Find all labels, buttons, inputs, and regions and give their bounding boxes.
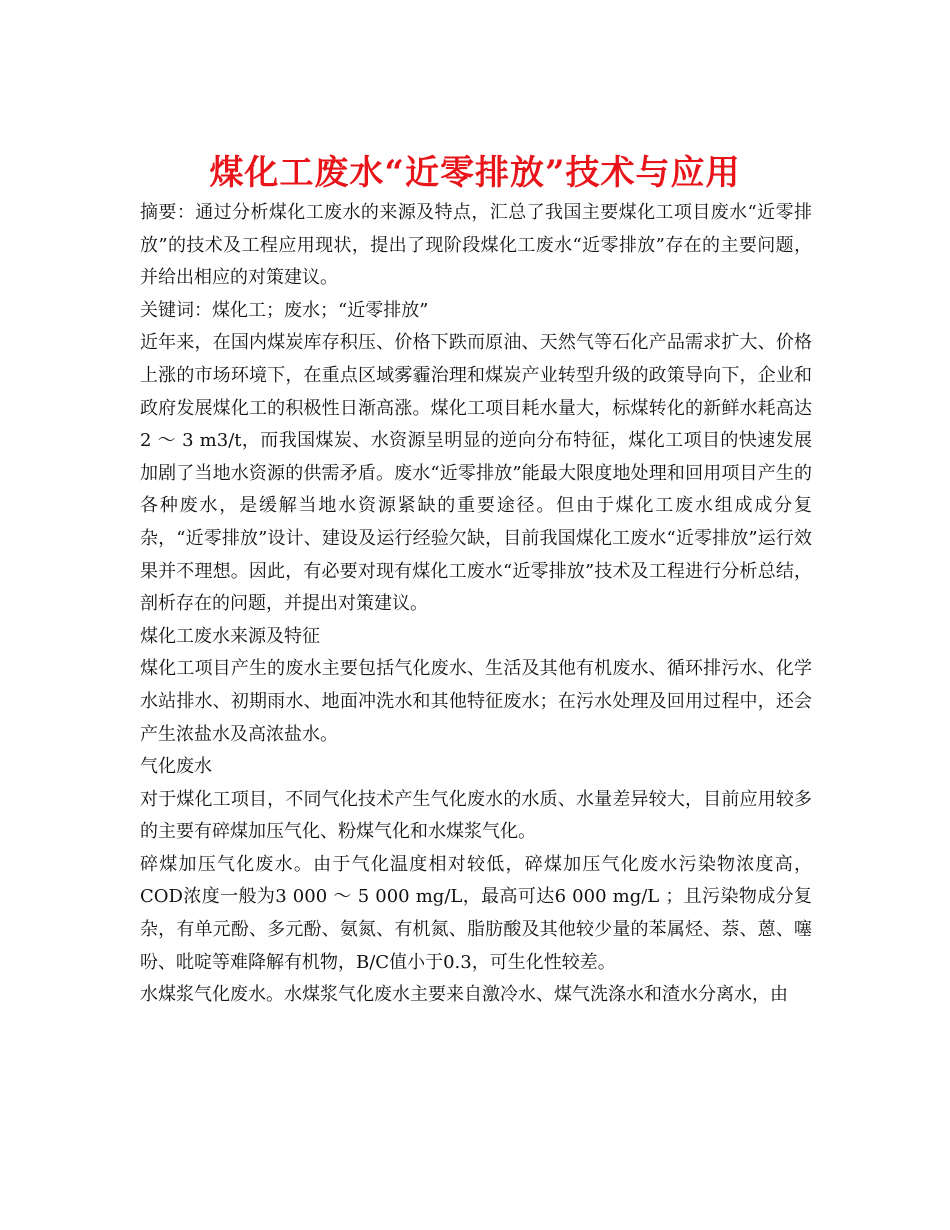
gasification-paragraph: 对于煤化工项目，不同气化技术产生气化废水的水质、水量差异较大，目前应用较多的主要有碎煤加压气化、粉煤气化和水煤浆气化。 xyxy=(140,788,812,843)
lump-coal-paragraph: 碎煤加压气化废水。由于气化温度相对较低，碎煤加压气化废水污染物浓度高，COD浓度一般为3 000 ～ 5 000 mg/L，最高可达6 000 mg/L ；且污染物成分复杂，有单元酚、多元酚、氨氮、有机氮、脂肪酸及其他较少量的苯属烃、萘、蒽、噻吩、吡啶等难降解有机物，B/C值小于0.3，可生化性较差。 xyxy=(140,853,812,973)
sources-paragraph: 煤化工项目产生的废水主要包括气化废水、生活及其他有机废水、循环排污水、化学水站排水、初期雨水、地面冲洗水和其他特征废水；在污水处理及回用过程中，还会产生浓盐水及高浓盐水。 xyxy=(140,658,812,745)
keywords-line: 关键词：煤化工；废水；“近零排放” xyxy=(140,299,429,321)
section-heading-sources: 煤化工废水来源及特征 xyxy=(140,625,320,647)
document-title: 煤化工废水“近零排放”技术与应用 xyxy=(209,152,741,193)
coal-water-slurry-paragraph: 水煤浆气化废水。水煤浆气化废水主要来自激冷水、煤气洗涤水和渣水分离水，由 xyxy=(140,984,788,1006)
abstract-paragraph: 摘要：通过分析煤化工废水的来源及特点，汇总了我国主要煤化工项目废水“近零排放”的技术及工程应用现状，提出了现阶段煤化工废水“近零排放”存在的主要问题，并给出相应的对策建议。 xyxy=(140,202,812,289)
intro-paragraph: 近年来，在国内煤炭库存积压、价格下跌而原油、天然气等石化产品需求扩大、价格上涨的市场环境下，在重点区域雾霾治理和煤炭产业转型升级的政策导向下，企业和政府发展煤化工的积极性日渐高涨。煤化工项目耗水量大，标煤转化的新鲜水耗高达2 ～ 3 m3/t，而我国煤炭、水资源呈明显的逆向分布特征，煤化工项目的快速发展加剧了当地水资源的供需矛盾。废水“近零排放”能最大限度地处理和回用项目产生的各种废水，是缓解当地水资源紧缺的重要途径。但由于煤化工废水组成成分复杂，“近零排放”设计、建设及运行经验欠缺，目前我国煤化工废水“近零排放”运行效果并不理想。因此，有必要对现有煤化工废水“近零排放”技术及工程进行分析总结，剖析存在的问题，并提出对策建议。 xyxy=(140,332,812,615)
section-heading-gasification: 气化废水 xyxy=(140,756,212,778)
document-body xyxy=(140,197,812,1012)
